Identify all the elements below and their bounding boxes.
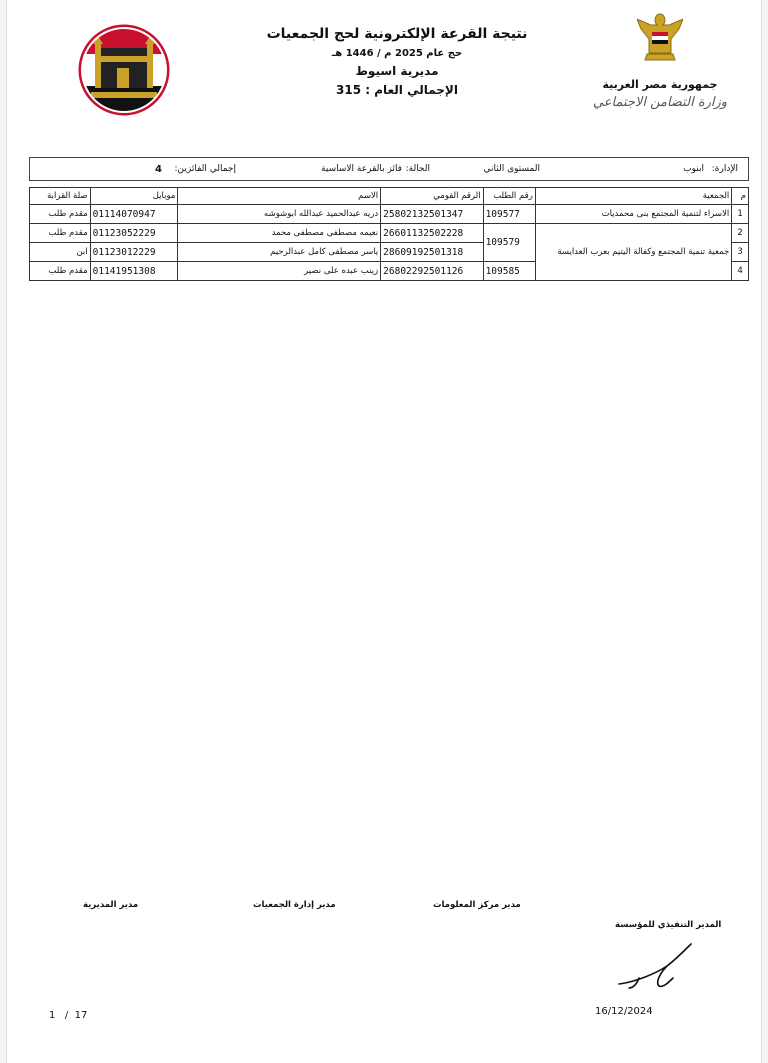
cell-name: دريه عبدالحميد عبدالله ابوشوشه (178, 205, 381, 224)
sig-associations-manager: مدير إدارة الجمعيات (253, 900, 336, 910)
report-title: نتيجة القرعة الإلكترونية لحج الجمعيات (266, 26, 528, 42)
col-header-national-id: الرقم القومي (381, 188, 483, 205)
winners-count: 4 (155, 163, 162, 175)
cell-association: جمعية تنمية المجتمع وكفالة اليتيم بعرب العدايسة (535, 224, 731, 281)
grand-total: الإجمالي العام : 315 (336, 83, 458, 97)
report-year: حج عام 2025 م / 1446 هـ (331, 48, 463, 59)
filter-info-bar (29, 157, 749, 181)
cell-mobile: 01123052229 (90, 224, 178, 243)
egypt-emblem (585, 12, 735, 132)
sig-info-center-manager: مدير مركز المعلومات (433, 900, 521, 910)
republic-name: جمهورية مصر العربية (602, 78, 718, 91)
eagle-emblem-icon (637, 12, 683, 70)
col-header-request-no: رقم الطلب (483, 188, 535, 205)
table-row (30, 224, 749, 243)
cell-request-no: 109585 (483, 262, 535, 281)
col-header-association: الجمعية (535, 188, 731, 205)
cell-name: زينب عبده على نصير (178, 262, 381, 281)
ministry-name: وزارة التضامن الاجتماعي (592, 95, 728, 110)
cell-request-no: 109579 (483, 224, 535, 262)
document-page (6, 0, 762, 1063)
table-header-row (30, 188, 749, 205)
cell-relation: مقدم طلب (30, 205, 91, 224)
admin-label: الإدارة: (711, 164, 738, 174)
cell-national-id: 28609192501318 (381, 243, 483, 262)
cell-request-no: 109577 (483, 205, 535, 224)
col-header-index: م (732, 188, 749, 205)
cell-mobile: 01123012229 (90, 243, 178, 262)
report-header (247, 20, 547, 97)
level-value: المستوى الثاني (483, 164, 540, 174)
cell-index: 4 (732, 262, 749, 281)
cell-mobile: 01114070947 (90, 205, 178, 224)
cell-name: ياسر مصطفى كامل عبدالرحيم (178, 243, 381, 262)
cell-name: نعيمه مصطفى مصطفى محمد (178, 224, 381, 243)
cell-index: 2 (732, 224, 749, 243)
cell-national-id: 26601132502228 (381, 224, 483, 243)
col-header-relation: صلة القرابة (30, 188, 91, 205)
cell-national-id: 26802292501126 (381, 262, 483, 281)
cell-mobile: 01141951308 (90, 262, 178, 281)
sig-directorate-manager: مدير المديرية (83, 900, 139, 910)
winners-label: إجمالي الفائزين: (174, 164, 236, 174)
cell-index: 1 (732, 205, 749, 224)
col-header-mobile: موبايل (90, 188, 178, 205)
cell-national-id: 25802132501347 (381, 205, 483, 224)
admin-value: ابنوب (683, 164, 704, 174)
directorate-name: مديرية اسيوط (355, 64, 439, 78)
col-header-name: الاسم (178, 188, 381, 205)
page-number: 1 / 17 (49, 1010, 88, 1021)
cell-relation: ابن (30, 243, 91, 262)
print-date: 16/12/2024 (595, 1006, 653, 1017)
status-value: فائز بالقرعة الاساسية (321, 164, 402, 174)
status-label: الحالة: (405, 164, 430, 174)
winners-table (29, 187, 749, 281)
cell-relation: مقدم طلب (30, 224, 91, 243)
hajj-kaaba-logo-icon (77, 14, 171, 126)
table-row (30, 205, 749, 224)
cell-index: 3 (732, 243, 749, 262)
sig-executive-director: المدير التنفيذي للمؤسسة (615, 920, 722, 930)
handwritten-signature-icon (615, 938, 695, 994)
cell-association: الاسراء لتنمية المجتمع بنى محمديات (535, 205, 731, 224)
cell-relation: مقدم طلب (30, 262, 91, 281)
